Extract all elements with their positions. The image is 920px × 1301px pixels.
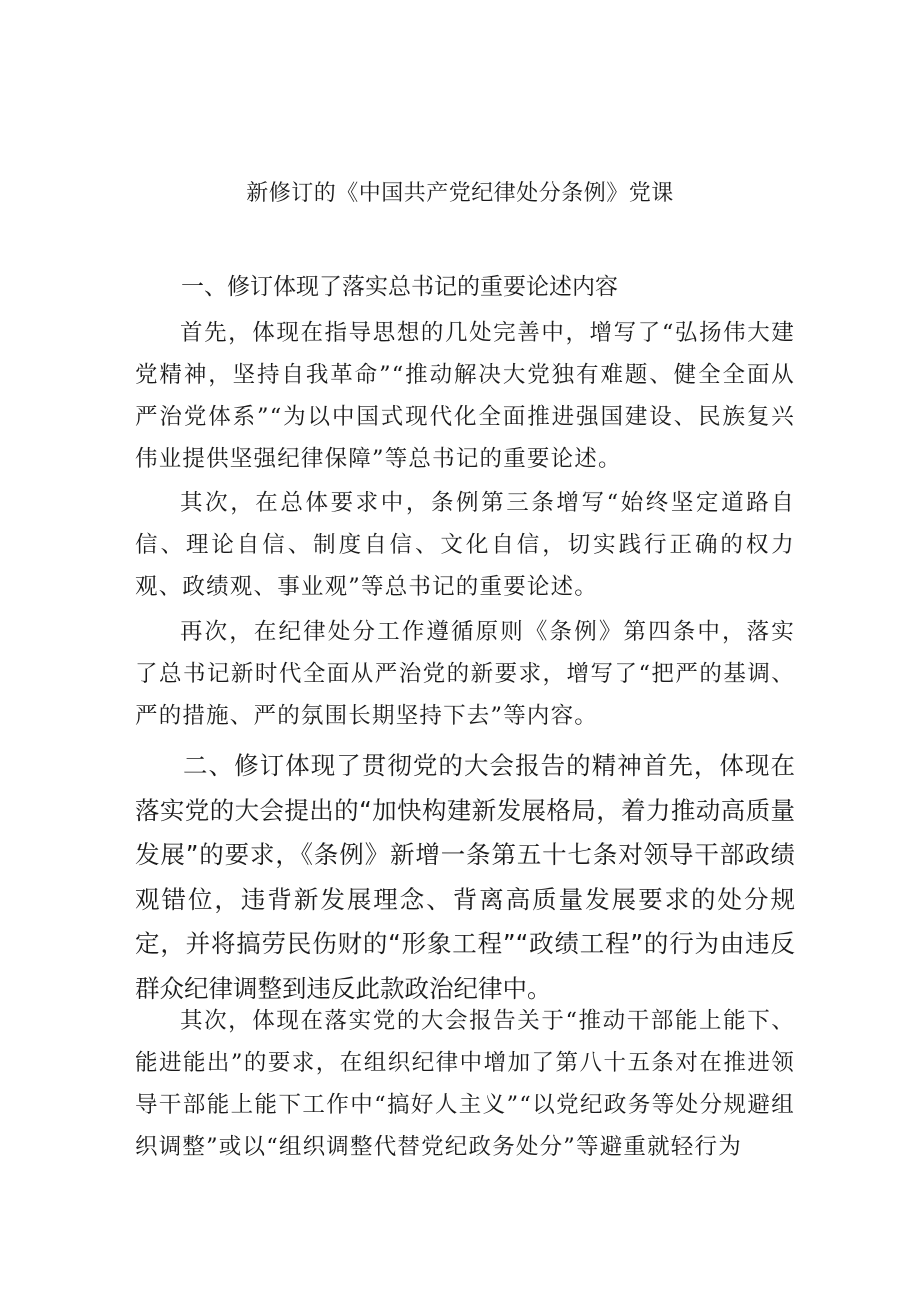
section-heading-1: 一、修订体现了落实总书记的重要论述内容 bbox=[181, 274, 618, 300]
section-heading-2: 二、修订体现了贯彻党的大会报告的精神首先，体现在落实党的大会提出的“加快构建新发展格局，着力推动高质量发展”的要求，《条例》新增一条第五十七条对领导干部政绩观错位，违背新发展理念、背离高质量发展要求的处分规定，并将搞劳民伤财的“形象工程”“政绩工程”的行为由违反群众纪律调整到违反此款政治纪律中。 bbox=[135, 751, 795, 1003]
paragraph-1: 首先，体现在指导思想的几处完善中，增写了“弘扬伟大建党精神，坚持自我革命”“推动解决大党独有难题、健全全面从严治党体系”“为以中国式现代化全面推进强国建设、民族复兴伟业提供坚强纪律保障”等总书记的重要论述。 bbox=[135, 320, 795, 472]
paragraph-3: 再次，在纪律处分工作遵循原则《条例》第四条中，落实了总书记新时代全面从严治党的新要求，增写了“把严的基调、严的措施、严的氛围长期坚持下去”等内容。 bbox=[135, 619, 795, 729]
paragraph-2: 其次，在总体要求中，条例第三条增写“始终坚定道路自信、理论自信、制度自信、文化自信，切实践行正确的权力观、政绩观、事业观”等总书记的重要论述。 bbox=[135, 490, 795, 600]
document-title: 新修订的《中国共产党纪律处分条例》党课 bbox=[246, 181, 674, 206]
paragraph-5: 其次，体现在落实党的大会报告关于“推动干部能上能下、能进能出”的要求，在组织纪律中增加了第八十五条对在推进领导干部能上能下工作中“搞好人主义”“以党纪政务等处分规避组织调整”或以“组织调整代替党纪政务处分”等避重就轻行为 bbox=[135, 1008, 795, 1160]
